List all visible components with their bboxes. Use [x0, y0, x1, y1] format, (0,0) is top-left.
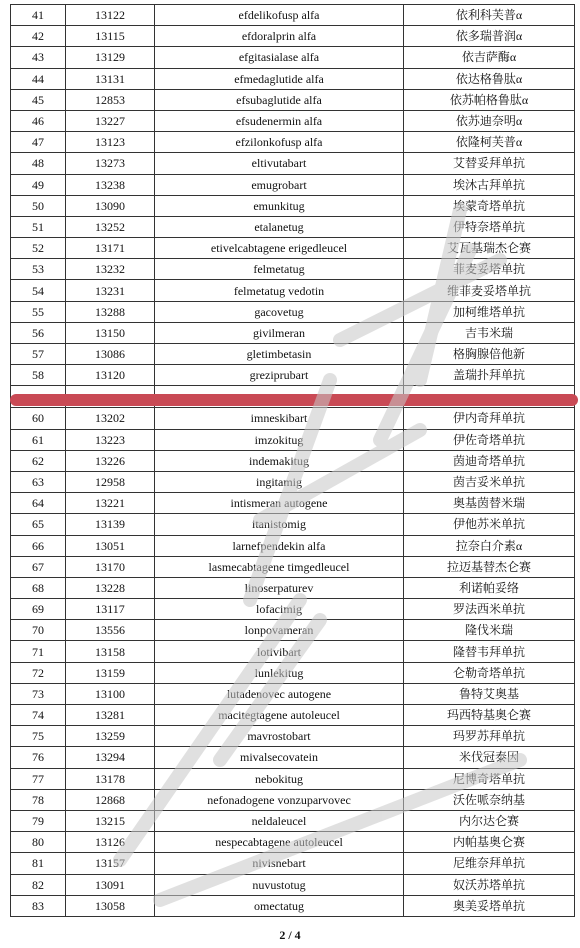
row-number: 78 [11, 789, 66, 810]
inn-table [10, 4, 575, 917]
row-number: 46 [11, 110, 66, 131]
row-chinese-name: 奴沃苏塔单抗 [404, 874, 575, 895]
row-chinese-name: 格胸腺倍他新 [404, 344, 575, 365]
table-row [11, 26, 575, 47]
row-inn-name: lasmecabtagene timgedleucel [155, 556, 404, 577]
row-code: 13090 [66, 195, 155, 216]
table-row [11, 768, 575, 789]
table-row [11, 174, 575, 195]
row-inn-name: macitegtagene autoleucel [155, 705, 404, 726]
row-code: 12853 [66, 89, 155, 110]
row-chinese-name: 埃沐古拜单抗 [404, 174, 575, 195]
row-number: 54 [11, 280, 66, 301]
row-number: 68 [11, 577, 66, 598]
row-code: 13227 [66, 110, 155, 131]
row-chinese-name: 依多瑞普润α [404, 26, 575, 47]
row-inn-name: efdelikofusp alfa [155, 5, 404, 26]
row-chinese-name: 维菲麦妥塔单抗 [404, 280, 575, 301]
row-number: 71 [11, 641, 66, 662]
row-number: 60 [11, 408, 66, 429]
table-row [11, 429, 575, 450]
row-number: 75 [11, 726, 66, 747]
row-chinese-name: 仑勒奇塔单抗 [404, 662, 575, 683]
table-row [11, 195, 575, 216]
row-number: 53 [11, 259, 66, 280]
row-number: 79 [11, 810, 66, 831]
row-inn-name: efsudenermin alfa [155, 110, 404, 131]
row-number: 77 [11, 768, 66, 789]
table-row [11, 832, 575, 853]
row-code: 13122 [66, 5, 155, 26]
row-inn-name: emunkitug [155, 195, 404, 216]
table-row [11, 344, 575, 365]
row-number: 57 [11, 344, 66, 365]
row-number: 51 [11, 216, 66, 237]
row-chinese-name: 米伐冠泰因 [404, 747, 575, 768]
row-inn-name: efsubaglutide alfa [155, 89, 404, 110]
row-number: 42 [11, 26, 66, 47]
table-row [11, 514, 575, 535]
row-inn-name: omectatug [155, 895, 404, 916]
row-chinese-name: 茵迪奇塔单抗 [404, 450, 575, 471]
table-row [11, 216, 575, 237]
table-body-top [11, 5, 575, 386]
row-inn-name: ingitamig [155, 471, 404, 492]
table-row [11, 705, 575, 726]
row-chinese-name: 尼博奇塔单抗 [404, 768, 575, 789]
row-code: 13273 [66, 153, 155, 174]
row-inn-name: nebokitug [155, 768, 404, 789]
table-row [11, 301, 575, 322]
row-inn-name: efmedaglutide alfa [155, 68, 404, 89]
row-chinese-name: 利诺帕妥络 [404, 577, 575, 598]
row-inn-name: imzokitug [155, 429, 404, 450]
row-inn-name: nuvustotug [155, 874, 404, 895]
row-code: 13252 [66, 216, 155, 237]
row-inn-name: linoserpaturev [155, 577, 404, 598]
row-code: 13086 [66, 344, 155, 365]
row-inn-name: nespecabtagene autoleucel [155, 832, 404, 853]
table-row [11, 322, 575, 343]
row-number: 45 [11, 89, 66, 110]
table-row [11, 5, 575, 26]
row-code: 13115 [66, 26, 155, 47]
row-inn-name: intismeran autogene [155, 493, 404, 514]
row-code: 13556 [66, 620, 155, 641]
row-code: 13150 [66, 322, 155, 343]
row-inn-name: felmetatug [155, 259, 404, 280]
row-inn-name: eltivutabart [155, 153, 404, 174]
table-row [11, 620, 575, 641]
row-chinese-name: 伊他苏米单抗 [404, 514, 575, 535]
row-chinese-name: 依利科芙普α [404, 5, 575, 26]
table-row [11, 599, 575, 620]
row-inn-name: indemakitug [155, 450, 404, 471]
row-code: 12868 [66, 789, 155, 810]
row-code: 13228 [66, 577, 155, 598]
row-number: 72 [11, 662, 66, 683]
row-number: 66 [11, 535, 66, 556]
row-chinese-name: 艾替妥拜单抗 [404, 153, 575, 174]
row-number: 63 [11, 471, 66, 492]
row-code: 13159 [66, 662, 155, 683]
row-code: 13294 [66, 747, 155, 768]
row-code: 13171 [66, 238, 155, 259]
table-row [11, 662, 575, 683]
table-row [11, 810, 575, 831]
row-code: 13202 [66, 408, 155, 429]
row-chinese-name: 罗法西米单抗 [404, 599, 575, 620]
row-code: 13259 [66, 726, 155, 747]
table-row [11, 280, 575, 301]
row-number: 64 [11, 493, 66, 514]
row-inn-name: larnefpendekin alfa [155, 535, 404, 556]
table-row [11, 493, 575, 514]
row-inn-name: imneskibart [155, 408, 404, 429]
row-number: 50 [11, 195, 66, 216]
row-inn-name: givilmeran [155, 322, 404, 343]
table-row [11, 726, 575, 747]
row-inn-name: efgitasialase alfa [155, 47, 404, 68]
row-code: 12958 [66, 471, 155, 492]
row-chinese-name: 依苏迪奈明α [404, 110, 575, 131]
row-code: 13051 [66, 535, 155, 556]
row-chinese-name: 内帕基奥仑赛 [404, 832, 575, 853]
row-number: 49 [11, 174, 66, 195]
row-chinese-name: 伊特奈塔单抗 [404, 216, 575, 237]
row-number: 70 [11, 620, 66, 641]
page-number: 2 / 4 [279, 928, 301, 942]
row-chinese-name: 拉迈基替杰仑赛 [404, 556, 575, 577]
row-chinese-name: 依隆柯芙普α [404, 132, 575, 153]
row-number: 58 [11, 365, 66, 386]
row-inn-name: felmetatug vedotin [155, 280, 404, 301]
row-inn-name: mavrostobart [155, 726, 404, 747]
table-row [11, 68, 575, 89]
row-number: 62 [11, 450, 66, 471]
row-chinese-name: 沃佐哌奈纳基 [404, 789, 575, 810]
row-chinese-name: 茵吉妥米单抗 [404, 471, 575, 492]
row-inn-name: greziprubart [155, 365, 404, 386]
row-code: 13221 [66, 493, 155, 514]
row-code: 13226 [66, 450, 155, 471]
row-code: 13170 [66, 556, 155, 577]
row-chinese-name: 隆替韦拜单抗 [404, 641, 575, 662]
row-inn-name: gletimbetasin [155, 344, 404, 365]
row-chinese-name: 奥基茵替米瑞 [404, 493, 575, 514]
row-chinese-name: 玛罗苏拜单抗 [404, 726, 575, 747]
row-code: 13215 [66, 810, 155, 831]
row-code: 13232 [66, 259, 155, 280]
table-row [11, 365, 575, 386]
row-chinese-name: 玛西特基奥仑赛 [404, 705, 575, 726]
row-number: 82 [11, 874, 66, 895]
row-inn-name: emugrobart [155, 174, 404, 195]
row-inn-name: lotivibart [155, 641, 404, 662]
row-code: 13139 [66, 514, 155, 535]
row-number: 83 [11, 895, 66, 916]
row-code: 13120 [66, 365, 155, 386]
table-row [11, 853, 575, 874]
row-code: 13238 [66, 174, 155, 195]
table-row [11, 747, 575, 768]
row-inn-name: efzilonkofusp alfa [155, 132, 404, 153]
row-inn-name: itanistomig [155, 514, 404, 535]
row-code: 13178 [66, 768, 155, 789]
row-chinese-name: 依达格鲁肽α [404, 68, 575, 89]
row-number: 41 [11, 5, 66, 26]
row-chinese-name: 依吉萨酶α [404, 47, 575, 68]
row-code: 13131 [66, 68, 155, 89]
row-number: 80 [11, 832, 66, 853]
row-number: 47 [11, 132, 66, 153]
table-row [11, 259, 575, 280]
table-row [11, 535, 575, 556]
row-code: 13123 [66, 132, 155, 153]
table-row [11, 683, 575, 704]
table-row [11, 89, 575, 110]
row-inn-name: gacovetug [155, 301, 404, 322]
row-code: 13126 [66, 832, 155, 853]
row-inn-name: nefonadogene vonzuparvovec [155, 789, 404, 810]
table-row [11, 408, 575, 429]
table-row [11, 153, 575, 174]
row-chinese-name: 内尔达仑赛 [404, 810, 575, 831]
row-chinese-name: 伊内奇拜单抗 [404, 408, 575, 429]
row-number: 43 [11, 47, 66, 68]
row-inn-name: mivalsecovatein [155, 747, 404, 768]
row-number: 73 [11, 683, 66, 704]
row-chinese-name: 奥美妥塔单抗 [404, 895, 575, 916]
row-number: 61 [11, 429, 66, 450]
row-inn-name: lunlekitug [155, 662, 404, 683]
row-chinese-name: 伊佐奇塔单抗 [404, 429, 575, 450]
row-number: 48 [11, 153, 66, 174]
row-chinese-name: 拉奈白介素α [404, 535, 575, 556]
row-inn-name: lofacimig [155, 599, 404, 620]
table-row [11, 450, 575, 471]
row-inn-name: neldaleucel [155, 810, 404, 831]
row-chinese-name: 鲁特艾奥基 [404, 683, 575, 704]
table-row [11, 789, 575, 810]
row-code: 13100 [66, 683, 155, 704]
row-number: 69 [11, 599, 66, 620]
row-number: 81 [11, 853, 66, 874]
table-row [11, 577, 575, 598]
table-row [11, 556, 575, 577]
row-inn-name: etalanetug [155, 216, 404, 237]
row-code: 13157 [66, 853, 155, 874]
row-code: 13058 [66, 895, 155, 916]
row-inn-name: efdoralprin alfa [155, 26, 404, 47]
row-chinese-name: 盖瑞扑拜单抗 [404, 365, 575, 386]
row-number: 65 [11, 514, 66, 535]
row-code: 13158 [66, 641, 155, 662]
row-inn-name: lutadenovec autogene [155, 683, 404, 704]
row-number: 55 [11, 301, 66, 322]
redaction-bar [10, 394, 578, 406]
table-row [11, 238, 575, 259]
row-number: 76 [11, 747, 66, 768]
row-chinese-name: 隆伐米瑞 [404, 620, 575, 641]
row-chinese-name: 埃蒙奇塔单抗 [404, 195, 575, 216]
row-inn-name: lonpovameran [155, 620, 404, 641]
table-body-bottom [11, 408, 575, 917]
row-number: 52 [11, 238, 66, 259]
row-code: 13288 [66, 301, 155, 322]
table-row [11, 132, 575, 153]
row-chinese-name: 加柯维塔单抗 [404, 301, 575, 322]
row-chinese-name: 依苏帕格鲁肽α [404, 89, 575, 110]
row-chinese-name: 艾瓦基瑞杰仑赛 [404, 238, 575, 259]
row-inn-name: etivelcabtagene erigedleucel [155, 238, 404, 259]
row-code: 13091 [66, 874, 155, 895]
table-row [11, 110, 575, 131]
row-inn-name: nivisnebart [155, 853, 404, 874]
row-code: 13129 [66, 47, 155, 68]
row-number: 56 [11, 322, 66, 343]
table-row [11, 47, 575, 68]
row-chinese-name: 菲麦妥塔单抗 [404, 259, 575, 280]
row-code: 13117 [66, 599, 155, 620]
table-row [11, 641, 575, 662]
row-number: 74 [11, 705, 66, 726]
row-chinese-name: 尼维奈拜单抗 [404, 853, 575, 874]
table-row [11, 874, 575, 895]
row-chinese-name: 吉韦米瑞 [404, 322, 575, 343]
table-row [11, 471, 575, 492]
row-code: 13231 [66, 280, 155, 301]
row-number: 44 [11, 68, 66, 89]
row-code: 13281 [66, 705, 155, 726]
row-number: 67 [11, 556, 66, 577]
row-code: 13223 [66, 429, 155, 450]
table-row [11, 895, 575, 916]
